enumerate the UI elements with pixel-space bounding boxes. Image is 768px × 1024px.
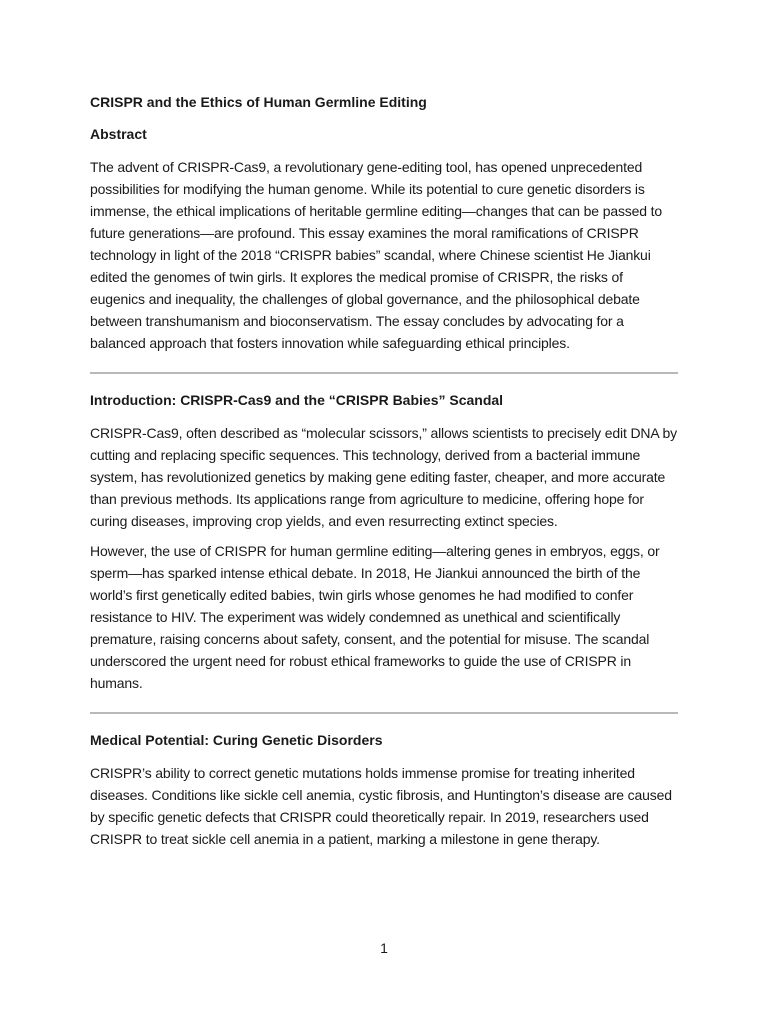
- introduction-paragraph-1: CRISPR-Cas9, often described as “molecular scissors,” allows scientists to precisely edit DNA by cutting and replacing specific sequences. This technology, derived from a bacterial immune system, has revolutionized genetics by making gene editing faster, cheaper, and more accurate than previous methods. Its applications range from agriculture to medicine, offering hope for curing diseases, improving crop yields, and even resurrecting extinct species.: [90, 425, 678, 529]
- introduction-heading: Introduction: CRISPR-Cas9 and the “CRISPR Babies” Scandal: [90, 392, 504, 408]
- medical-potential-paragraph-1: CRISPR’s ability to correct genetic mutations holds immense promise for treating inherited diseases. Conditions like sickle cell anemia, cystic fibrosis, and Huntington’s disease are caused by specific genetic defects that CRISPR could theoretically repair. In 2019, researchers used CRISPR to treat sickle cell anemia in a patient, marking a milestone in gene therapy.: [90, 765, 672, 847]
- introduction-paragraph-2: However, the use of CRISPR for human germline editing—altering genes in embryos, eggs, or sperm—has sparked intense ethical debate. In 2018, He Jiankui announced the birth of the world’s first genetically edited babies, twin girls whose genomes he had modified to confer resistance to HIV. The experiment was widely condemned as unethical and scientifically premature, raising concerns about safety, consent, and the potential for misuse. The scandal underscored the urgent need for robust ethical frameworks to guide the use of CRISPR in humans.: [90, 543, 660, 691]
- abstract-paragraph: The advent of CRISPR-Cas9, a revolutionary gene-editing tool, has opened unprecedented possibilities for modifying the human genome. While its potential to cure genetic disorders is immense, the ethical implications of heritable germline editing—changes that can be passed to future generations—are profound. This essay examines the moral ramifications of CRISPR technology in light of the 2018 “CRISPR babies” scandal, where Chinese scientist He Jiankui edited the genomes of twin girls. It explores the medical promise of CRISPR, the risks of eugenics and inequality, the challenges of global governance, and the philosophical debate between transhumanism and bioconservatism. The essay concludes by advocating for a balanced approach that fosters innovation while safeguarding ethical principles.: [90, 159, 663, 351]
- medical-potential-heading: Medical Potential: Curing Genetic Disorders: [90, 732, 383, 748]
- section-divider: [90, 372, 678, 374]
- abstract-heading: Abstract: [90, 126, 147, 142]
- document-page: [90, 92, 678, 858]
- document-title: CRISPR and the Ethics of Human Germline Editing: [90, 94, 427, 110]
- page-number: 1: [380, 940, 388, 956]
- section-divider: [90, 712, 678, 714]
